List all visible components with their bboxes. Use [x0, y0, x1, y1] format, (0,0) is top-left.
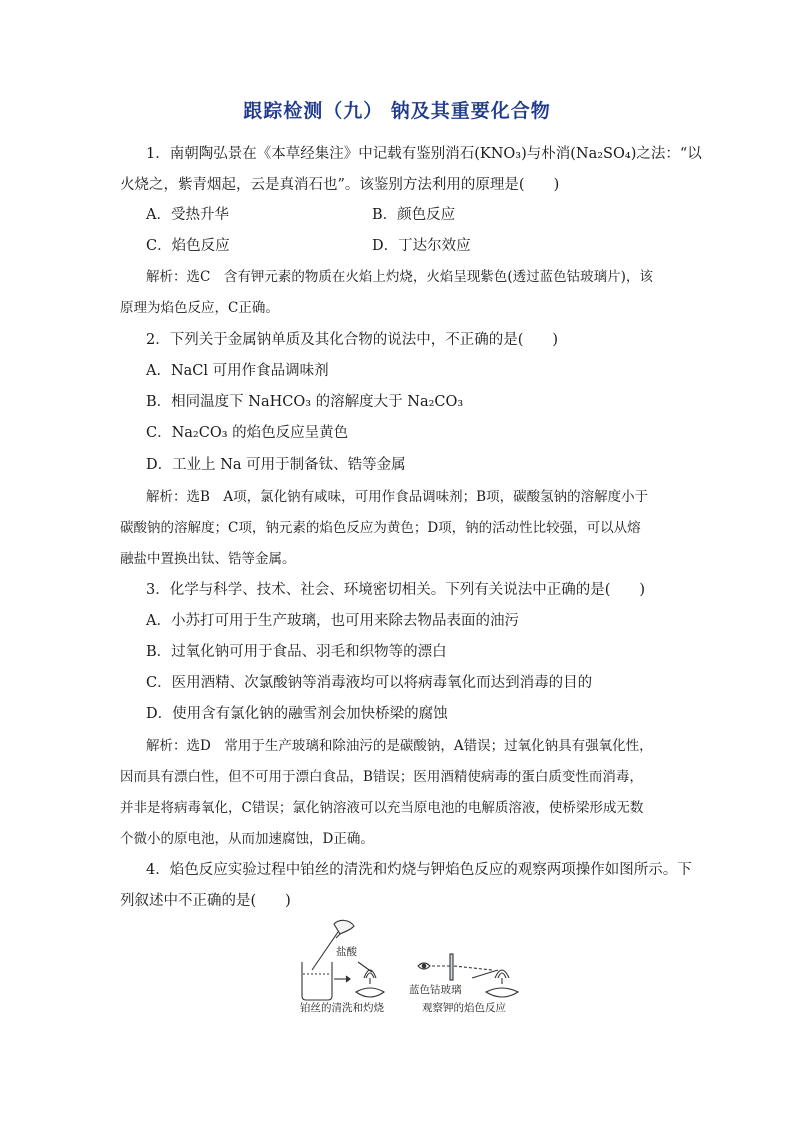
q1-option-d: D．丁达尔效应: [372, 238, 471, 254]
cobalt-glass-label: 蓝色钴玻璃: [409, 984, 462, 996]
q1-explanation-line2: 原理为焰色反应，C正确。: [120, 300, 279, 316]
left-figure-caption: 铂丝的清洗和灼烧: [300, 1002, 384, 1014]
q4-stem-line2: 列叙述中不正确的是( ): [120, 893, 291, 909]
q3-option-c: C．医用酒精、次氯酸钠等消毒液均可以将病毒氧化而达到消毒的目的: [146, 675, 593, 691]
q2-option-c: C．Na₂CO₃ 的焰色反应呈黄色: [146, 425, 349, 441]
flame-test-figure: [296, 912, 536, 1017]
q3-option-a: A．小苏打可用于生产玻璃，也可用来除去物品表面的油污: [146, 613, 519, 629]
q3-option-b: B．过氧化钠可用于食品、羽毛和织物等的漂白: [146, 644, 447, 660]
right-figure-caption: 观察钾的焰色反应: [422, 1002, 506, 1014]
q3-explanation-line3: 并非是将病毒氧化，C错误；氯化钠溶液可以充当原电池的电解质溶液，使桥梁形成无数: [120, 800, 644, 816]
q3-option-d: D．使用含有氯化钠的融雪剂会加快桥梁的腐蚀: [146, 706, 448, 722]
page-title: 跟踪检测（九） 钠及其重要化合物: [243, 100, 551, 122]
q2-option-b: B．相同温度下 NaHCO₃ 的溶解度大于 Na₂CO₃: [146, 394, 464, 410]
q1-option-b: B．颜色反应: [372, 207, 456, 223]
q2-option-a: A．NaCl 可用作食品调味剂: [146, 363, 329, 379]
q3-stem: 3．化学与科学、技术、社会、环境密切相关。下列有关说法中正确的是( ): [146, 582, 646, 598]
q1-stem-line2: 火烧之，紫青烟起，云是真消石也”。该鉴别方法利用的原理是( ): [120, 177, 560, 193]
q2-explanation-line2: 碳酸钠的溶解度；C项，钠元素的焰色反应为黄色；D项，钠的活动性比较强，可以从熔: [120, 520, 641, 536]
q1-stem-line1: 1．南朝陶弘景在《本草经集注》中记载有鉴别消石(KNO₃)与朴消(Na₂SO₄)之法：“以: [146, 146, 702, 162]
q1-option-c: C．焰色反应: [146, 238, 230, 254]
q3-explanation-line4: 个微小的原电池，从而加速腐蚀，D正确。: [120, 831, 374, 847]
q4-stem-line1: 4．焰色反应实验过程中铂丝的清洗和灼烧与钾焰色反应的观察两项操作如图所示。下: [146, 862, 692, 878]
q2-explanation-line1: 解析：选B A项，氯化钠有咸味，可用作食品调味剂；B项，碳酸氢钠的溶解度小于: [146, 489, 649, 505]
q3-explanation-line1: 解析：选D 常用于生产玻璃和除油污的是碳酸钠，A错误；过氧化钠具有强氧化性，: [146, 738, 653, 754]
q2-option-d: D．工业上 Na 可用于制备钛、锆等金属: [146, 457, 406, 473]
q2-stem: 2．下列关于金属钠单质及其化合物的说法中，不正确的是( ): [146, 332, 559, 348]
q1-explanation-line1: 解析：选C 含有钾元素的物质在火焰上灼烧，火焰呈现紫色(透过蓝色钴玻璃片)，该: [146, 269, 653, 285]
q3-explanation-line2: 因而具有漂白性，但不可用于漂白食品，B错误；医用酒精使病毒的蛋白质变性而消毒，: [120, 769, 643, 785]
q1-option-a: A．受热升华: [146, 207, 229, 223]
q2-explanation-line3: 融盐中置换出钛、锆等金属。: [120, 551, 296, 567]
acid-label: 盐酸: [336, 946, 357, 958]
